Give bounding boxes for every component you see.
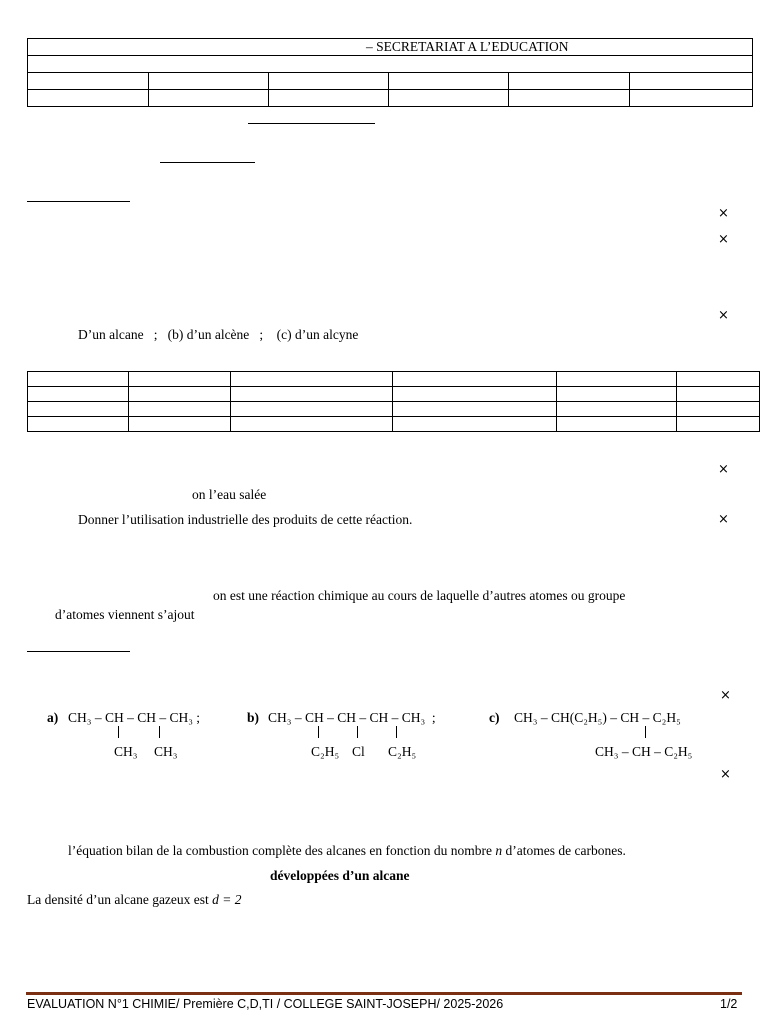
table-cell: [28, 417, 129, 432]
table-cell: [128, 372, 230, 387]
table-cell: [677, 387, 760, 402]
score-mark: ×: [718, 206, 729, 221]
footer-rule: [26, 992, 742, 995]
formula-b-sub3: C₂H₅: [388, 744, 417, 759]
table-cell: [230, 372, 393, 387]
q3-line1: on est une réaction chimique au cours de laquelle d’autres atomes ou groupe: [213, 588, 626, 603]
header-table: [27, 38, 753, 107]
table-cell: [128, 417, 230, 432]
q3-line2: d’atomes viennent s’ajout: [55, 607, 195, 622]
q4-line1-end: d’atomes de carbones.: [502, 843, 626, 858]
formula-b-sub2: Cl: [352, 744, 365, 759]
header-cell: [269, 73, 389, 90]
header-cell: [630, 90, 753, 107]
bond-line: [159, 726, 160, 738]
header-cell: [389, 90, 509, 107]
formula-b-label: b): [247, 710, 260, 725]
header-cell: [509, 90, 630, 107]
bond-line: [645, 726, 646, 738]
q2-line2: Donner l’utilisation industrielle des produits de cette réaction.: [78, 512, 413, 527]
table-cell: [677, 402, 760, 417]
score-mark: ×: [718, 462, 729, 477]
answer-table: [27, 371, 760, 432]
table-cell: [393, 402, 557, 417]
footer-page-number: 1/2: [720, 997, 738, 1011]
section-underline: [27, 201, 130, 202]
formula-b-main: CH₃ – CH – CH – CH – CH₃ ;: [268, 710, 436, 725]
table-cell: [230, 387, 393, 402]
heading-underline: [160, 162, 255, 163]
header-cell: [149, 90, 269, 107]
q4-line1-text: l’équation bilan de la combustion complète des alcanes en fonction du nombre: [68, 843, 496, 858]
q4-equation: d = 2: [212, 892, 242, 907]
table-cell: [677, 372, 760, 387]
formula-a-sub1: CH₃: [114, 744, 138, 759]
header-cell: [389, 73, 509, 90]
score-mark: ×: [718, 512, 729, 527]
section-underline: [27, 651, 130, 652]
header-cell: [28, 90, 149, 107]
q4-line1: [68, 843, 626, 859]
formula-a-label: a): [47, 710, 59, 725]
q4-line3: [27, 892, 242, 908]
table-cell: [677, 417, 760, 432]
header-cell: [630, 73, 753, 90]
table-cell: [557, 387, 677, 402]
footer-left: EVALUATION N°1 CHIMIE/ Première C,D,TI / COLLEGE SAINT-JOSEPH/ 2025-2026: [27, 997, 504, 1011]
header-title: – SECRETARIAT A L’EDUCATION: [366, 39, 569, 54]
formula-c-main: CH₃ – CH(C₂H₅) – CH – C₂H₅: [514, 710, 681, 725]
table-cell: [128, 387, 230, 402]
formula-a-main: CH₃ – CH – CH – CH₃ ;: [68, 710, 201, 725]
table-cell: [128, 402, 230, 417]
table-cell: [557, 402, 677, 417]
table-cell: [28, 372, 129, 387]
header-cell: [269, 90, 389, 107]
q4-line3-text: La densité d’un alcane gazeux est: [27, 892, 213, 907]
table-cell: [557, 417, 677, 432]
header-empty-row: [28, 56, 753, 73]
header-cell: [28, 73, 149, 90]
table-cell: [230, 402, 393, 417]
table-cell: [28, 402, 129, 417]
q4-variable: n: [495, 843, 503, 858]
formula-c-sub: CH₃ – CH – C₂H₅: [595, 744, 693, 759]
score-mark: ×: [718, 308, 729, 323]
table-cell: [393, 417, 557, 432]
heading-underline: [248, 123, 375, 124]
table-cell: [230, 417, 393, 432]
formula-c-label: c): [489, 710, 500, 725]
table-cell: [393, 372, 557, 387]
header-cell: [509, 73, 630, 90]
formula-b-sub1: C₂H₅: [311, 744, 340, 759]
q2-line1: on l’eau salée: [192, 487, 267, 502]
q1-choices: D’un alcane ; (b) d’un alcène ; (c) d’un alcyne: [78, 327, 359, 342]
bond-line: [318, 726, 319, 738]
header-title-cell: [28, 39, 753, 56]
formula-a-sub2: CH₃: [154, 744, 178, 759]
score-mark: ×: [718, 232, 729, 247]
q4-line2: développées d’un alcane: [270, 868, 410, 883]
table-cell: [557, 372, 677, 387]
score-mark: ×: [720, 767, 731, 782]
score-mark: ×: [720, 688, 731, 703]
table-cell: [393, 387, 557, 402]
table-cell: [28, 387, 129, 402]
bond-line: [357, 726, 358, 738]
header-cell: [149, 73, 269, 90]
bond-line: [396, 726, 397, 738]
bond-line: [118, 726, 119, 738]
